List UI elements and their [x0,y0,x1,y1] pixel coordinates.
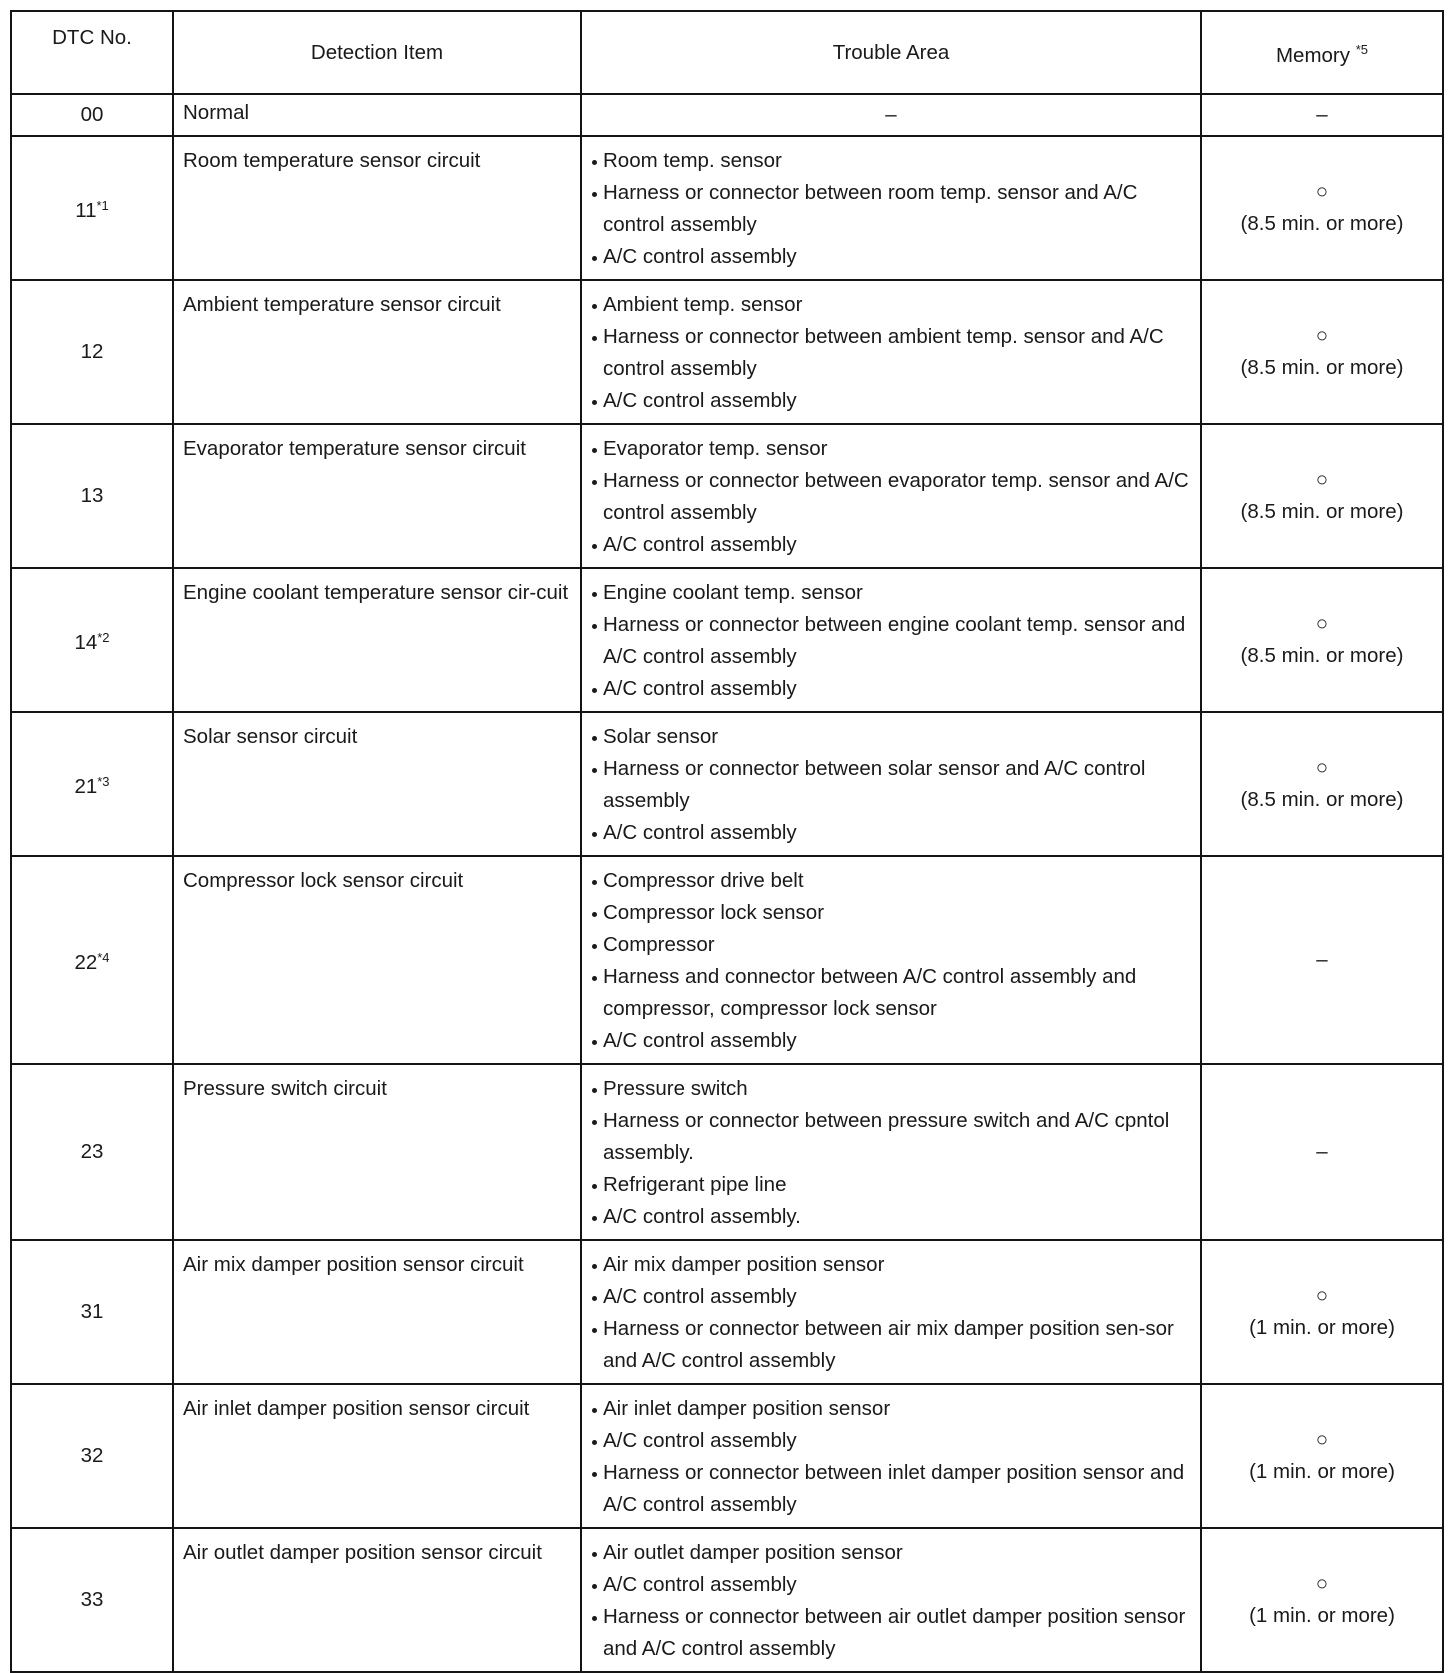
header-row [11,11,1443,94]
trouble-area-item: Harness or connector between evaporator temp. sensor and A/C control assembly [591,465,1192,529]
memory-circle-mark: ○ [1315,468,1329,491]
memory-duration: – [1316,1140,1328,1163]
memory-circle-mark: ○ [1315,180,1329,203]
table-row [11,1528,1443,1672]
trouble-area-item: Harness or connector between air mix damper position sen-sor and A/C control assembly [591,1313,1192,1377]
memory-duration: (1 min. or more) [1249,1460,1395,1483]
trouble-area-item: Harness or connector between pressure switch and A/C cpntol assembly. [591,1105,1192,1169]
table-row [11,712,1443,856]
table-row [11,136,1443,280]
trouble-area-list [591,289,1192,417]
dtc-table-page [10,10,1442,1673]
table-row [11,568,1443,712]
trouble-area-item: Compressor [591,929,1192,961]
dtc-footnote-mark: *3 [97,773,110,789]
memory-circle-mark: ○ [1315,1284,1329,1307]
dtc-code: 31 [80,1300,104,1323]
trouble-area-list [591,1537,1192,1665]
trouble-area-item: Harness or connector between air outlet damper position sensor and A/C control assembly [591,1601,1192,1665]
header-memory [1201,11,1443,94]
trouble-area-cell [581,568,1201,712]
trouble-area-item: Pressure switch [591,1073,1192,1105]
trouble-area-item: A/C control assembly [591,1025,1192,1057]
trouble-area-item: Harness or connector between inlet damper position sensor and A/C control assembly [591,1457,1192,1521]
memory-duration: (8.5 min. or more) [1240,212,1404,235]
memory-cell: – [1201,94,1443,136]
memory-duration: (8.5 min. or more) [1240,356,1404,379]
dtc-code: 23 [80,1140,104,1163]
trouble-area-cell [581,1528,1201,1672]
memory-cell [1201,1384,1443,1528]
dtc-code-cell [11,568,173,712]
trouble-area-item: A/C control assembly. [591,1201,1192,1233]
trouble-area-item: A/C control assembly [591,1281,1192,1313]
header-memory-label: Memory [1275,43,1351,67]
detection-item: Room temperature sensor circuit [173,136,581,280]
dtc-code-cell [11,94,173,136]
trouble-area-cell [581,1064,1201,1240]
trouble-area-item: Solar sensor [591,721,1192,753]
trouble-area-list [591,865,1192,1057]
trouble-area-item: A/C control assembly [591,529,1192,561]
trouble-area-item: A/C control assembly [591,241,1192,273]
trouble-area-cell [581,712,1201,856]
trouble-area-list [591,577,1192,705]
dtc-table [10,10,1444,1673]
detection-item: Ambient temperature sensor circuit [173,280,581,424]
trouble-area-list [591,1249,1192,1377]
detection-item: Normal [173,94,581,136]
table-row [11,1384,1443,1528]
trouble-area-item: Air mix damper position sensor [591,1249,1192,1281]
trouble-area-cell [581,424,1201,568]
trouble-area-item: A/C control assembly [591,1569,1192,1601]
trouble-area-cell: – [581,94,1201,136]
header-detection-item: Detection Item [173,11,581,94]
header-trouble-area: Trouble Area [581,11,1201,94]
trouble-area-cell [581,1384,1201,1528]
memory-duration: (1 min. or more) [1249,1604,1395,1627]
memory-duration: (8.5 min. or more) [1240,644,1404,667]
trouble-area-item: Air inlet damper position sensor [591,1393,1192,1425]
memory-circle-mark: ○ [1315,756,1329,779]
header-memory-footnote: *5 [1355,41,1369,57]
trouble-area-item: Refrigerant pipe line [591,1169,1192,1201]
dtc-code: 00 [80,103,104,126]
memory-cell [1201,280,1443,424]
detection-item: Solar sensor circuit [173,712,581,856]
dtc-code-cell [11,712,173,856]
dtc-code-cell [11,136,173,280]
trouble-area-item: A/C control assembly [591,1425,1192,1457]
memory-cell [1201,1240,1443,1384]
memory-cell [1201,1528,1443,1672]
memory-cell [1201,136,1443,280]
detection-item: Engine coolant temperature sensor cir-cuit [173,568,581,712]
trouble-area-item: Ambient temp. sensor [591,289,1192,321]
table-row [11,424,1443,568]
trouble-area-item: A/C control assembly [591,673,1192,705]
table-row [11,94,1443,136]
memory-duration: – [1316,948,1328,971]
trouble-area-item: A/C control assembly [591,385,1192,417]
memory-cell [1201,424,1443,568]
table-row [11,280,1443,424]
dtc-code: 13 [80,484,104,507]
trouble-area-item: A/C control assembly [591,817,1192,849]
memory-circle-mark: ○ [1315,1572,1329,1595]
trouble-area-item: Compressor lock sensor [591,897,1192,929]
dtc-footnote-mark: *4 [97,949,110,965]
memory-duration: (8.5 min. or more) [1240,788,1404,811]
dtc-code: 33 [80,1588,104,1611]
table-row [11,856,1443,1064]
memory-circle-mark: ○ [1315,1428,1329,1451]
detection-item: Evaporator temperature sensor circuit [173,424,581,568]
memory-cell [1201,1064,1443,1240]
trouble-area-cell [581,136,1201,280]
dtc-code-cell [11,856,173,1064]
memory-circle-mark: ○ [1315,324,1329,347]
table-row [11,1064,1443,1240]
dtc-code: 21 [74,774,98,798]
detection-item: Pressure switch circuit [173,1064,581,1240]
memory-cell [1201,712,1443,856]
trouble-area-item: Room temp. sensor [591,145,1192,177]
trouble-area-item: Harness and connector between A/C control assembly and compressor, compressor lock sensor [591,961,1192,1025]
memory-duration: (1 min. or more) [1249,1316,1395,1339]
trouble-area-item: Air outlet damper position sensor [591,1537,1192,1569]
trouble-area-list [591,721,1192,849]
memory-circle-mark: ○ [1315,612,1329,635]
dtc-table-body [11,94,1443,1672]
trouble-area-item: Harness or connector between ambient temp. sensor and A/C control assembly [591,321,1192,385]
detection-item: Compressor lock sensor circuit [173,856,581,1064]
detection-item: Air mix damper position sensor circuit [173,1240,581,1384]
dtc-code-cell [11,1064,173,1240]
memory-cell [1201,856,1443,1064]
header-dtc-no: DTC No. [11,11,173,94]
trouble-area-cell [581,280,1201,424]
dtc-footnote-mark: *2 [97,629,110,645]
trouble-area-item: Engine coolant temp. sensor [591,577,1192,609]
dtc-code-cell [11,1384,173,1528]
trouble-area-list [591,1073,1192,1233]
memory-cell [1201,568,1443,712]
dtc-code-cell [11,280,173,424]
memory-duration: (8.5 min. or more) [1240,500,1404,523]
trouble-area-list [591,145,1192,273]
trouble-area-item: Evaporator temp. sensor [591,433,1192,465]
trouble-area-cell [581,1240,1201,1384]
dtc-code: 14 [74,630,98,654]
table-row [11,1240,1443,1384]
trouble-area-list [591,1393,1192,1521]
dtc-code: 11 [75,198,97,222]
dtc-code: 22 [74,950,98,974]
trouble-area-list [591,433,1192,561]
trouble-area-item: Harness or connector between solar sensor and A/C control assembly [591,753,1192,817]
trouble-area-cell [581,856,1201,1064]
dtc-code-cell [11,1528,173,1672]
dtc-code-cell [11,424,173,568]
trouble-area-item: Compressor drive belt [591,865,1192,897]
dtc-code: 32 [80,1444,104,1467]
dtc-footnote-mark: *1 [96,197,109,213]
detection-item: Air inlet damper position sensor circuit [173,1384,581,1528]
trouble-area-item: Harness or connector between engine coolant temp. sensor and A/C control assembly [591,609,1192,673]
dtc-code-cell [11,1240,173,1384]
trouble-area-item: Harness or connector between room temp. sensor and A/C control assembly [591,177,1192,241]
detection-item: Air outlet damper position sensor circuit [173,1528,581,1672]
dtc-code: 12 [80,340,104,363]
